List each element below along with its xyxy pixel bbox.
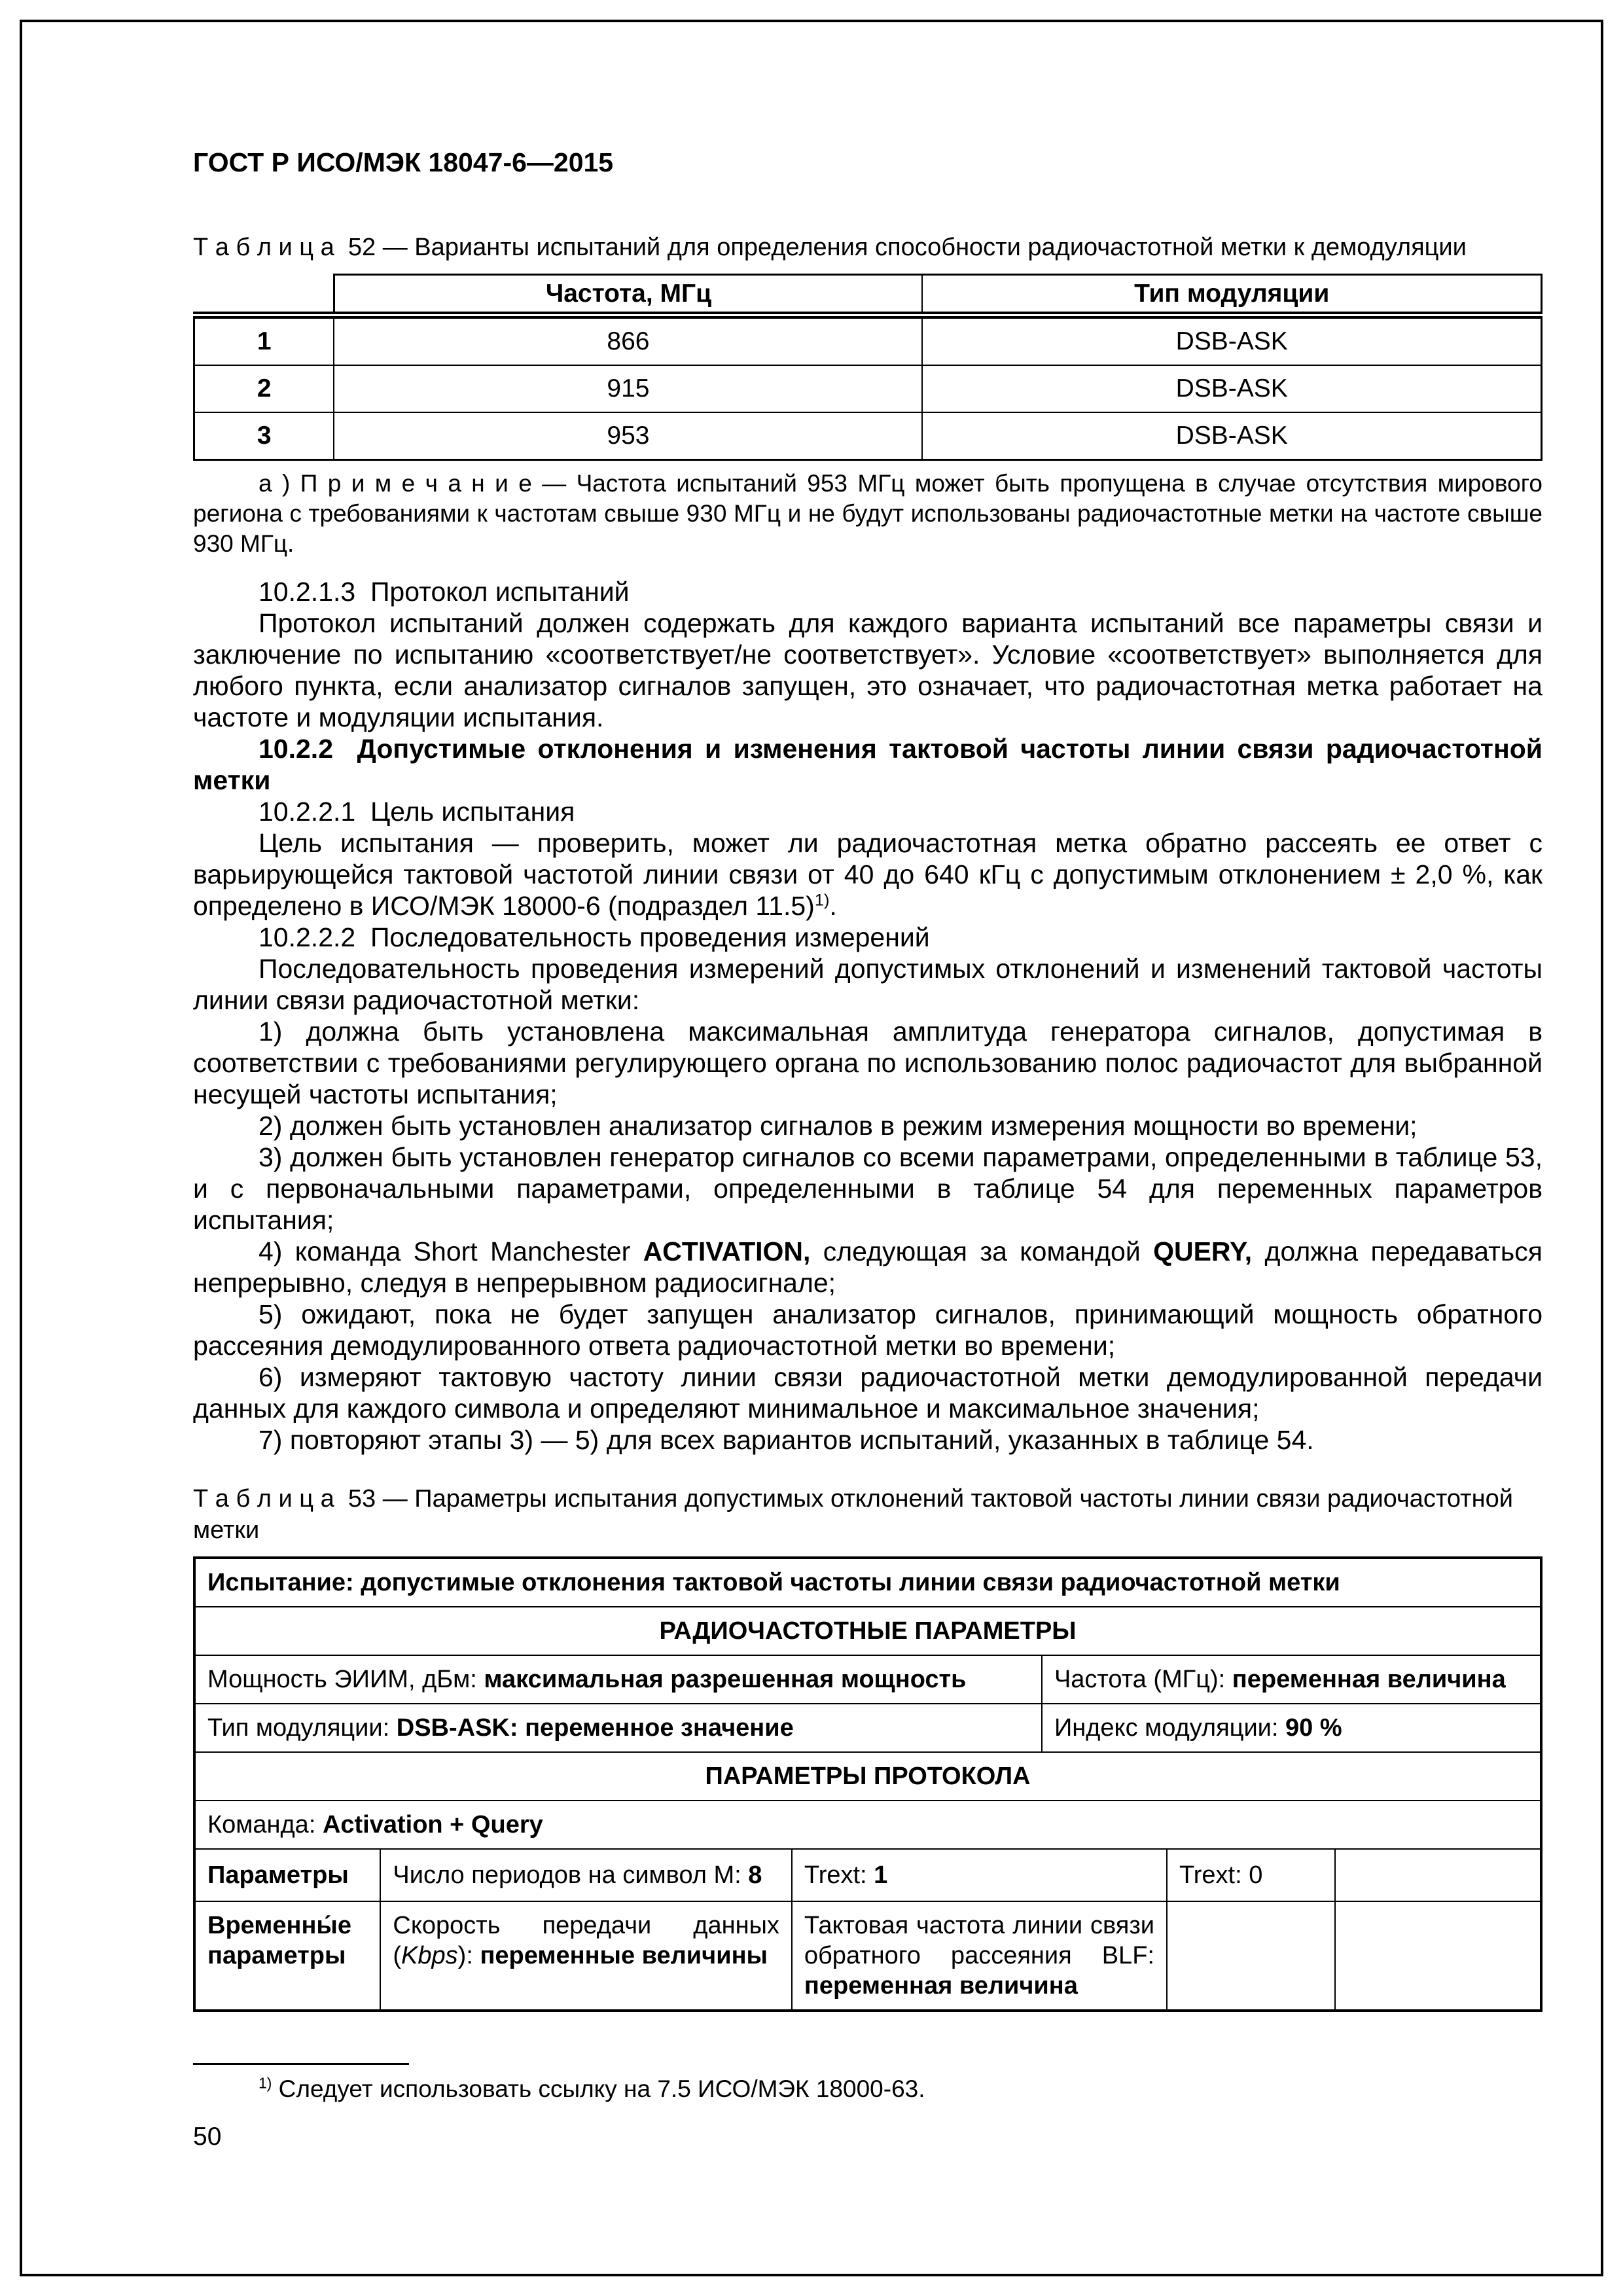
table52-col-frequency: Частота, МГц <box>333 274 921 312</box>
table53-protocol-header-row <box>196 1751 1540 1800</box>
table-row <box>193 413 1543 461</box>
table53-power-row <box>196 1655 1540 1703</box>
table53-modulation-row <box>196 1703 1540 1751</box>
table53-rf-header-row <box>196 1606 1540 1655</box>
table-52 <box>193 274 1543 461</box>
table-row <box>193 319 1543 366</box>
row-number: 1 <box>193 319 333 365</box>
table53-command-row <box>196 1800 1540 1848</box>
row-number: 3 <box>193 413 333 459</box>
list-item-6: 6) измеряют тактовую частоту линии связи радиочастотной метки демодулированной передачи данных для каждого символа и определяют минимальное и максимальное значения; <box>193 1362 1543 1424</box>
table52-caption: Т а б л и ц а 52 — Варианты испытаний для определения способности радиочастотной метки к демодуляции <box>193 234 1467 261</box>
table53-command-cell: Команда: Activation + Query <box>207 1811 543 1839</box>
table53-mod-index-cell: Индекс модуляции: 90 % <box>1041 1704 1540 1751</box>
row-number: 2 <box>193 366 333 412</box>
list-item-5: 5) ожидают, пока не будет запущен анализатор сигналов, принимающий мощность обратного рассеяния демодулированного ответа радиочастотной метки во времени; <box>193 1299 1543 1361</box>
table53-test-row <box>196 1559 1540 1606</box>
table53-protocol-header-cell: ПАРАМЕТРЫ ПРОТОКОЛА <box>705 1763 1031 1790</box>
table53-params-label-cell: Параметры <box>207 1861 349 1889</box>
table53-params-row <box>196 1848 1540 1901</box>
footnote-divider <box>193 2063 409 2065</box>
table-row <box>193 366 1543 413</box>
list-item-1: 1) должна быть установлена максимальная амплитуда генератора сигналов, допустимая в соответствии с требованиями регулирующего органа по использованию полос радиочастот для выбранной несущей частоты испытания; <box>193 1016 1543 1109</box>
document-code: ГОСТ Р ИСО/МЭК 18047-6—2015 <box>193 147 614 177</box>
list-item-3: 3) должен быть установлен генератор сигналов со всеми параметрами, определенными в таблице 53, и с первоначальными параметрами, определенными в таблице 54 для переменных параметров испытания; <box>193 1142 1543 1235</box>
frequency-value: 953 <box>333 413 921 459</box>
list-item-2: 2) должен быть установлен анализатор сигналов в режим измерения мощности во времени; <box>259 1111 1418 1141</box>
table52-corner-cell <box>193 274 333 312</box>
table53-frequency-cell: Частота (МГц): переменная величина <box>1041 1656 1540 1703</box>
paragraph-sequence-intro: Последовательность проведения измерений допустимых отклонений и изменений тактовой частоты линии связи радиочастотной метки: <box>193 954 1543 1015</box>
section-heading-10222: 10.2.2.2 Последовательность проведения измерений <box>259 922 930 952</box>
list-item-4: 4) команда Short Manchester ACTIVATION, следующая за командой QUERY, должна передаваться непрерывно, следуя в непрерывном радиосигнале; <box>193 1236 1543 1298</box>
table53-timing-label-cell: Временны́е параметры <box>207 1912 352 1969</box>
page-content <box>193 147 1543 2151</box>
table53-timing-empty-cell-1 <box>1166 1902 1334 2009</box>
paragraph-test-goal: Цель испытания — проверить, может ли радиочастотная метка обратно рассеять ее ответ с варьирующейся тактовой частотой линии связи от 40 до 640 кГц с допустимым отклонением ± 2,0 %, как определено в ИСО/МЭК 18000-6 (подраздел 11.5)$^{1)}$. <box>193 828 1543 921</box>
table53-timing-empty-cell-2 <box>1334 1902 1540 2009</box>
frequency-value: 866 <box>333 319 921 365</box>
page-number: 50 <box>193 2123 222 2151</box>
modulation-value: DSB-ASK <box>921 366 1543 412</box>
table52-note: а ) П р и м е ч а н и е — Частота испытаний 953 МГц может быть пропущена в случае отсутствия мирового региона с требованиями к частотам свыше 930 МГц и не будут использованы радиочастотные метки на частоте свыше 930 МГц. <box>193 470 1543 557</box>
section-heading-10221: 10.2.2.1 Цель испытания <box>259 797 575 827</box>
table53-power-cell: Мощность ЭИИМ, дБм: максимальная разрешенная мощность <box>207 1666 967 1693</box>
table53-caption: Т а б л и ц а 53 — Параметры испытания допустимых отклонений тактовой частоты линии связи радиочастотной метки <box>193 1485 1513 1544</box>
table53-rf-header-cell: РАДИОЧАСТОТНЫЕ ПАРАМЕТРЫ <box>659 1617 1077 1645</box>
modulation-value: DSB-ASK <box>921 413 1543 459</box>
table53-trext0-cell: Trext: 0 <box>1166 1850 1334 1901</box>
table53-trext1-cell: Trext: 1 <box>791 1850 1166 1901</box>
table52-header-row <box>193 274 1543 319</box>
frequency-value: 915 <box>333 366 921 412</box>
table53-params-empty-cell <box>1334 1850 1540 1901</box>
table53-blf-cell: Тактовая частота линии связи обратного рассеяния BLF: переменная величина <box>791 1902 1166 2009</box>
table53-datarate-cell: Скорость передачи данных (Kbps): переменные величины <box>380 1902 791 2009</box>
paragraph-protocol: Протокол испытаний должен содержать для каждого варианта испытаний все параметры связи и заключение по испытанию «соответствует/не соответствует». Условие «соответствует» выполняется для любого пункта, если анализатор сигналов запущен, это означает, что радиочастотная метка работает на частоте и модуляции испытания. <box>193 608 1543 732</box>
table53-timing-row <box>196 1901 1540 2009</box>
table-53 <box>193 1556 1543 2012</box>
section-heading-1022: 10.2.2 Допустимые отклонения и изменения тактовой частоты линии связи радиочастотной метки <box>193 734 1543 795</box>
table53-m-cell: Число периодов на символ М: 8 <box>380 1850 791 1901</box>
table52-col-modulation: Тип модуляции <box>921 274 1543 312</box>
list-item-7: 7) повторяют этапы 3) — 5) для всех вариантов испытаний, указанных в таблице 54. <box>259 1425 1314 1455</box>
modulation-value: DSB-ASK <box>921 319 1543 365</box>
section-heading-10213: 10.2.1.3 Протокол испытаний <box>259 577 630 607</box>
footnote-1: $^{1)}$ Следует использовать ссылку на 7.5 ИСО/МЭК 18000-63. <box>259 2074 925 2102</box>
table53-modulation-cell: Тип модуляции: DSB-ASK: переменное значение <box>207 1714 794 1742</box>
table53-test-cell: Испытание: допустимые отклонения тактовой частоты линии связи радиочастотной метки <box>207 1569 1340 1596</box>
